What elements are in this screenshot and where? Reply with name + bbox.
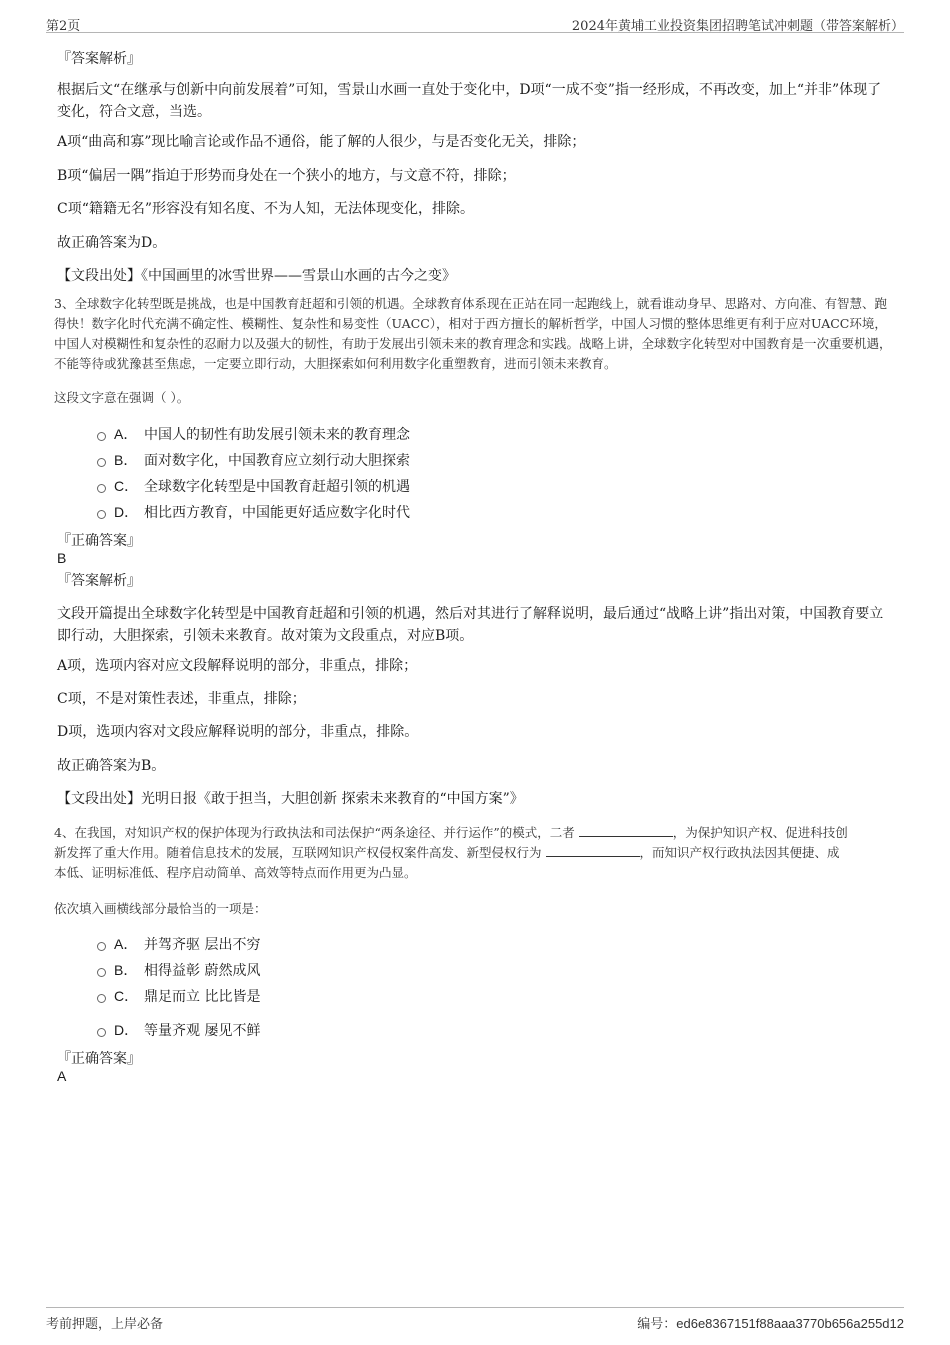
analysis-paragraph: 文段开篇提出全球数字化转型是中国教育赶超和引领的机遇，然后对其进行了解释说明，最后通过“战略上讲”指出对策，中国教育要立即行动，大胆探索，引领未来教育。故对策为文段重点，对应B项。 <box>57 606 884 644</box>
option-text: 相比西方教育，中国能更好适应数字化时代 <box>144 505 410 521</box>
radio-icon[interactable] <box>97 942 106 951</box>
question-stem: 3、全球数字化转型既是挑战，也是中国教育赶超和引领的机遇。全球教育体系现在正站在同一起跑线上，就看谁动身早、思路对、方向准、有智慧、跑得快！数字化时代充满不确定性、模糊性、复杂性和易变性（UACC），相对于西方擅长的解析哲学，中国人习惯的整体思维更有利于应对UACC环境，中国人对模糊性和复杂性的忍耐力以及强大的韧性，有助于发展出引领未来的教育理念和实践。战略上讲，全球数字化转型对中国教育是一次重要机遇，不能等待或犹豫甚至焦虑，一定要立即行动，大胆探索如何利用数字化重塑教育，进而引领未来教育。 <box>54 296 892 371</box>
stem-text: ，而知识产权行政执法因其便捷、成 <box>639 845 840 860</box>
analysis-option-d: D项，选项内容对文段应解释说明的部分，非重点，排除。 <box>57 724 419 740</box>
radio-icon[interactable] <box>97 432 106 441</box>
question-prompt: 这段文字意在强调（ ）。 <box>54 390 190 405</box>
radio-icon[interactable] <box>97 1028 106 1037</box>
question-stem-line-2 <box>54 843 904 863</box>
option-text: 全球数字化转型是中国教育赶超引领的机遇 <box>144 479 410 495</box>
passage-source: 【文段出处】《中国画里的冰雪世界——雪景山水画的古今之变》 <box>57 268 456 284</box>
option-letter: C． <box>114 988 139 1004</box>
option-text: 相得益彰 蔚然成风 <box>144 963 261 979</box>
option-c[interactable] <box>97 986 260 1006</box>
stem-text: 新发挥了重大作用。随着信息技术的发展，互联网知识产权侵权案件高发、新型侵权行为 <box>54 845 542 860</box>
option-a[interactable] <box>97 424 410 444</box>
option-d[interactable] <box>97 502 410 522</box>
analysis-option-a: A项，选项内容对应文段解释说明的部分，非重点，排除； <box>57 658 418 674</box>
option-letter: B． <box>114 452 138 468</box>
option-b[interactable] <box>97 960 260 980</box>
option-text: 面对数字化，中国教育应立刻行动大胆探索 <box>144 453 410 469</box>
option-letter: D． <box>114 504 139 520</box>
radio-icon[interactable] <box>97 968 106 977</box>
option-a[interactable] <box>97 934 260 954</box>
option-b[interactable] <box>97 450 410 470</box>
option-letter: A． <box>114 936 138 952</box>
correct-answer: B <box>57 550 67 566</box>
option-letter: A． <box>114 426 138 442</box>
correct-answer-label: 『正确答案』 <box>57 533 141 549</box>
option-c[interactable] <box>97 476 410 496</box>
question-stem-line-1 <box>54 823 904 843</box>
option-letter: B． <box>114 962 138 978</box>
footer-divider <box>46 1307 904 1308</box>
code-value: ed6e8367151f88aaa3770b656a255d12 <box>676 1316 904 1331</box>
option-letter: D． <box>114 1022 139 1038</box>
document-title: 2024年黄埔工业投资集团招聘笔试冲刺题（带答案解析） <box>571 19 904 34</box>
fill-blank-2 <box>546 844 640 857</box>
question-stem-line-3: 本低、证明标准低、程序启动简单、高效等特点而作用更为凸显。 <box>54 865 417 880</box>
analysis-option-b: B项“偏居一隅”指迫于形势而身处在一个狭小的地方，与文意不符，排除； <box>57 168 516 184</box>
stem-text: ，为保护知识产权、促进科技创 <box>672 825 848 840</box>
analysis-conclusion: 故正确答案为B。 <box>57 758 166 774</box>
code-label: 编号： <box>637 1317 677 1332</box>
analysis-option-c: C项“籍籍无名”形容没有知名度、不为人知，无法体现变化，排除。 <box>57 201 475 217</box>
analysis-paragraph: 根据后文“在继承与创新中向前发展着”可知，雪景山水画一直处于变化中，D项“一成不变”指一经形成，不再改变，加上“并非”体现了变化，符合文意，当选。 <box>57 82 882 120</box>
correct-answer: A <box>57 1068 67 1084</box>
correct-answer-label: 『正确答案』 <box>57 1051 141 1067</box>
fill-blank-1 <box>579 824 673 837</box>
passage-source: 【文段出处】光明日报《敢于担当，大胆创新 探索未来教育的“中国方案”》 <box>57 791 524 807</box>
analysis-option-a: A项“曲高和寡”现比喻言论或作品不通俗，能了解的人很少，与是否变化无关，排除； <box>57 134 586 150</box>
radio-icon[interactable] <box>97 994 106 1003</box>
radio-icon[interactable] <box>97 484 106 493</box>
option-text: 并驾齐驱 层出不穷 <box>144 937 261 953</box>
option-letter: C． <box>114 478 139 494</box>
option-text: 鼎足而立 比比皆是 <box>144 989 261 1005</box>
option-text: 等量齐观 屡见不鲜 <box>144 1023 261 1039</box>
stem-text: 4、在我国，对知识产权的保护体现为行政执法和司法保护“两条途径、并行运作”的模式，二者 <box>54 825 575 840</box>
answer-analysis-label: 『答案解析』 <box>57 51 141 67</box>
page-number: 第2页 <box>46 19 81 34</box>
radio-icon[interactable] <box>97 510 106 519</box>
analysis-option-c: C项，不是对策性表述，非重点，排除； <box>57 691 306 707</box>
radio-icon[interactable] <box>97 458 106 467</box>
question-prompt: 依次填入画横线部分最恰当的一项是： <box>54 901 267 916</box>
analysis-conclusion: 故正确答案为D。 <box>57 235 167 251</box>
document-code <box>637 1313 904 1332</box>
answer-analysis-label: 『答案解析』 <box>57 573 141 589</box>
header-divider <box>46 32 904 33</box>
footer-slogan: 考前押题，上岸必备 <box>46 1317 164 1332</box>
option-text: 中国人的韧性有助发展引领未来的教育理念 <box>144 427 410 443</box>
option-d[interactable] <box>97 1020 260 1040</box>
